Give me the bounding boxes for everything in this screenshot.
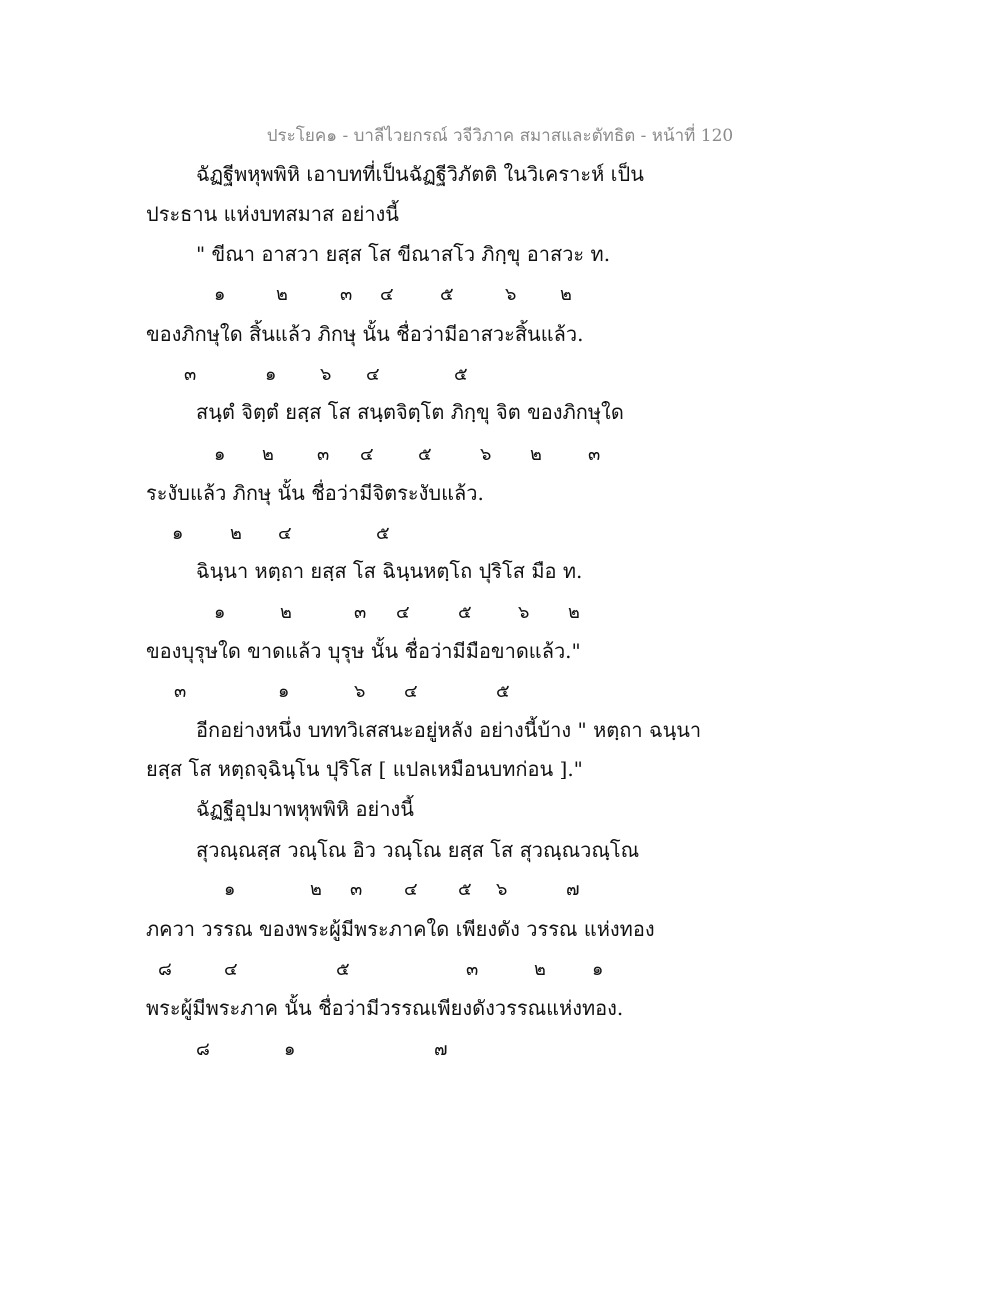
numeral: ๑ xyxy=(592,959,604,980)
numeral: ๔ xyxy=(404,879,418,900)
text-line-11: ฉัฏฐีอุปมาพหุพพิหิ อย่างนี้ xyxy=(196,797,414,821)
numeral: ๒ xyxy=(568,602,580,623)
numeral: ๘ xyxy=(158,959,172,980)
numeral: ๖ xyxy=(505,284,517,305)
numeral: ๓ xyxy=(588,444,601,465)
numeral: ๒ xyxy=(230,523,242,544)
text-line-7: ฉินฺนา หตฺถา ยสฺส โส ฉินฺนหตฺโถ ปุริโส มือ ท. xyxy=(196,559,583,583)
numeral: ๕ xyxy=(418,444,432,465)
numeral: ๔ xyxy=(366,364,380,385)
numeral: ๖ xyxy=(480,444,492,465)
text-line-3: " ขีณา อาสวา ยสฺส โส ขีณาสโว ภิกฺขุ อาสวะ ท. xyxy=(196,242,611,266)
numeral: ๕ xyxy=(496,681,510,702)
numeral: ๓ xyxy=(350,879,363,900)
numeral: ๔ xyxy=(396,602,410,623)
numeral: ๒ xyxy=(534,959,546,980)
numeral: ๑ xyxy=(278,681,290,702)
numeral: ๔ xyxy=(224,959,238,980)
numeral: ๗ xyxy=(434,1039,448,1060)
text-line-1: ฉัฏฐีพหุพพิหิ เอาบทที่เป็นฉัฏฐีวิภัตติ ในวิเคราะห์ เป็น xyxy=(196,162,644,186)
text-line-2: ประธาน แห่งบทสมาส อย่างนี้ xyxy=(146,202,399,226)
numeral: ๒ xyxy=(280,602,292,623)
text-line-5: สนฺตํ จิตฺตํ ยสฺส โส สนฺตจิตฺโต ภิกฺขุ จิต ของภิกษุใด xyxy=(196,400,624,424)
numeral: ๔ xyxy=(380,284,394,305)
numeral: ๓ xyxy=(340,284,353,305)
numeral: ๗ xyxy=(566,879,580,900)
text-line-10: ยสฺส โส หตฺถจฺฉินฺโน ปุริโส [ แปลเหมือนบทก่อน ]." xyxy=(146,757,583,781)
text-line-9: อีกอย่างหนึ่ง บททวิเสสนะอยู่หลัง อย่างนี้บ้าง " หตฺถา ฉนฺนา xyxy=(196,718,702,742)
text-line-8: ของบุรุษใด ขาดแล้ว บุรุษ นั้น ชื่อว่ามีมือขาดแล้ว." xyxy=(146,639,581,663)
numeral: ๖ xyxy=(320,364,332,385)
numeral: ๖ xyxy=(354,681,366,702)
text-line-13: ภควา วรรณ ของพระผู้มีพระภาคใด เพียงดัง วรรณ แห่งทอง xyxy=(146,917,655,941)
numeral: ๕ xyxy=(376,523,390,544)
numeral: ๔ xyxy=(404,681,418,702)
text-line-12: สุวณฺณสฺส วณฺโณ อิว วณฺโณ ยสฺส โส สุวณฺณวณฺโณ xyxy=(196,838,640,862)
text-line-14: พระผู้มีพระภาค นั้น ชื่อว่ามีวรรณเพียงดังวรรณแห่งทอง. xyxy=(146,996,624,1020)
numeral: ๓ xyxy=(466,959,479,980)
numeral: ๒ xyxy=(262,444,274,465)
numeral: ๕ xyxy=(440,284,454,305)
numeral: ๑ xyxy=(172,523,184,544)
numeral: ๕ xyxy=(458,602,472,623)
numeral: ๔ xyxy=(360,444,374,465)
numeral: ๓ xyxy=(184,364,197,385)
numeral: ๓ xyxy=(174,681,187,702)
numeral: ๓ xyxy=(354,602,367,623)
numeral: ๑ xyxy=(265,364,277,385)
numeral: ๑ xyxy=(214,284,226,305)
numeral: ๓ xyxy=(317,444,330,465)
numeral: ๒ xyxy=(560,284,572,305)
numeral: ๑ xyxy=(284,1039,296,1060)
numeral: ๒ xyxy=(310,879,322,900)
text-line-4: ของภิกษุใด สิ้นแล้ว ภิกษุ นั้น ชื่อว่ามีอาสวะสิ้นแล้ว. xyxy=(146,322,584,346)
numeral: ๒ xyxy=(276,284,288,305)
numeral: ๑ xyxy=(214,602,226,623)
numeral: ๒ xyxy=(530,444,542,465)
numeral: ๕ xyxy=(336,959,350,980)
numeral: ๘ xyxy=(196,1039,210,1060)
numeral: ๕ xyxy=(458,879,472,900)
page-header: ประโยค๑ - บาลีไวยกรณ์ วจีวิภาค สมาสและตัทธิต - หน้าที่ 120 xyxy=(266,126,734,146)
text-line-6: ระงับแล้ว ภิกษุ นั้น ชื่อว่ามีจิตระงับแล้ว. xyxy=(146,481,484,505)
numeral: ๑ xyxy=(214,444,226,465)
numeral: ๕ xyxy=(454,364,468,385)
numeral: ๑ xyxy=(224,879,236,900)
numeral: ๖ xyxy=(496,879,508,900)
numeral: ๖ xyxy=(518,602,530,623)
numeral: ๔ xyxy=(278,523,292,544)
